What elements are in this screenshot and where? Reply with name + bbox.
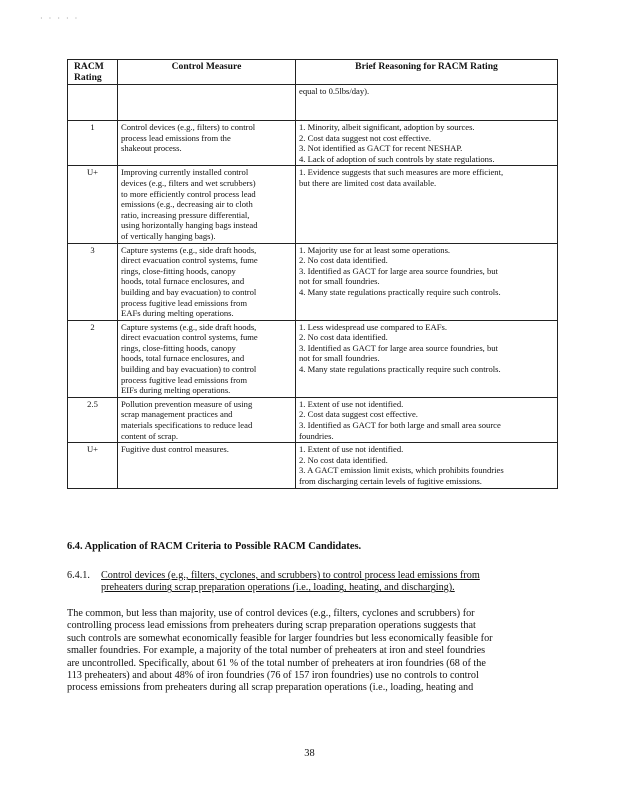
rating-cell: 2.5	[68, 397, 118, 442]
measure-cell: Improving currently installed control devices (e.g., filters and wet scrubbers) to more efficiently control process lead emissions (e.g., decreasing air to cloth ratio, increasing pressure differential, using horizontally hanging bags instead of vertically hanging bags).	[118, 166, 296, 243]
table-row	[68, 443, 558, 488]
reasoning-cell: 1. Evidence suggests that such measures are more efficient, but there are limited cost data available.	[296, 166, 558, 243]
reasoning-cell: 1. Extent of use not identified. 2. Cost data suggest cost effective. 3. Identified as GACT for both large and small area source foundries.	[296, 397, 558, 442]
rating-cell: U+	[68, 166, 118, 243]
rating-cell: U+	[68, 443, 118, 488]
measure-cell: Capture systems (e.g., side draft hoods, direct evacuation control systems, fume rings, close-fitting hoods, canopy hoods, total furnace enclosures, and building and bay evacuation) to control process fugitive lead emissions from EAFs during melting operations.	[118, 243, 296, 320]
header-reasoning: Brief Reasoning for RACM Rating	[296, 60, 558, 85]
header-control-measure: Control Measure	[118, 60, 296, 85]
table-row	[68, 166, 558, 243]
reasoning-cell: 1. Less widespread use compared to EAFs. 2. No cost data identified. 3. Identified as GACT for large area source foundries, but not for small foundries. 4. Many state regulations practically require such controls.	[296, 320, 558, 397]
rating-cell: 1	[68, 121, 118, 166]
subsection-number: 6.4.1.	[67, 570, 90, 581]
measure-cell: Capture systems (e.g., side draft hoods, direct evacuation control systems, fume rings, close-fitting hoods, canopy hoods, total furnace enclosures, and building and bay evacuation) to control process fugitive lead emissions from EIFs during melting operations.	[118, 320, 296, 397]
table-row	[68, 121, 558, 166]
continuation-text: equal to 0.5lbs/day).	[296, 85, 558, 121]
table-header-row	[68, 60, 558, 85]
subsection-title-line: Control devices (e.g., filters, cyclones, and scrubbers) to control process lead emissions from	[101, 570, 480, 581]
reasoning-cell: 1. Extent of use not identified. 2. No cost data identified. 3. A GACT emission limit exists, which prohibits foundries from discharging certain levels of fugitive emissions.	[296, 443, 558, 488]
continuation-row	[68, 85, 558, 121]
section-heading: 6.4. Application of RACM Criteria to Possible RACM Candidates.	[67, 541, 362, 552]
rating-cell: 3	[68, 243, 118, 320]
table-row	[68, 397, 558, 442]
page-number: 38	[304, 748, 315, 759]
measure-cell: Control devices (e.g., filters) to control process lead emissions from the shakeout process.	[118, 121, 296, 166]
subsection-title-line: preheaters during scrap preparation operations (i.e., loading, heating, and discharging).	[101, 582, 455, 594]
racm-table	[67, 59, 558, 489]
reasoning-cell: 1. Majority use for at least some operations. 2. No cost data identified. 3. Identified as GACT for large area source foundries, but not for small foundries. 4. Many state regulations practically require such controls.	[296, 243, 558, 320]
table-row	[68, 320, 558, 397]
measure-cell: Pollution prevention measure of using scrap management practices and materials specifications to reduce lead content of scrap.	[118, 397, 296, 442]
rating-cell: 2	[68, 320, 118, 397]
header-rating: RACM Rating	[68, 60, 118, 85]
corner-mark: · · · · ·	[40, 14, 80, 23]
table-row	[68, 243, 558, 320]
measure-cell: Fugitive dust control measures.	[118, 443, 296, 488]
reasoning-cell: 1. Minority, albeit significant, adoption by sources. 2. Cost data suggest not cost effective. 3. Not identified as GACT for recent NESHAP. 4. Lack of adoption of such controls by state regulations.	[296, 121, 558, 166]
subsection-heading	[67, 570, 557, 595]
body-paragraph: The common, but less than majority, use of control devices (e.g., filters, cyclones and scrubbers) for controlling process lead emissions from preheaters during scrap preparation operations suggests that such controls are somewhat economically feasible for larger foundries but less economically feasible for smaller foundries. For example, a majority of the total number of preheaters at iron and steel foundries are uncontrolled. Specifically, about 61 % of the total number of preheaters at iron foundries (68 of the 113 preheaters) and about 48% of iron foundries (76 of 157 iron foundries) use no controls to control process emissions from preheaters during all scrap preparation operations (i.e., loading, heating and	[67, 608, 493, 694]
